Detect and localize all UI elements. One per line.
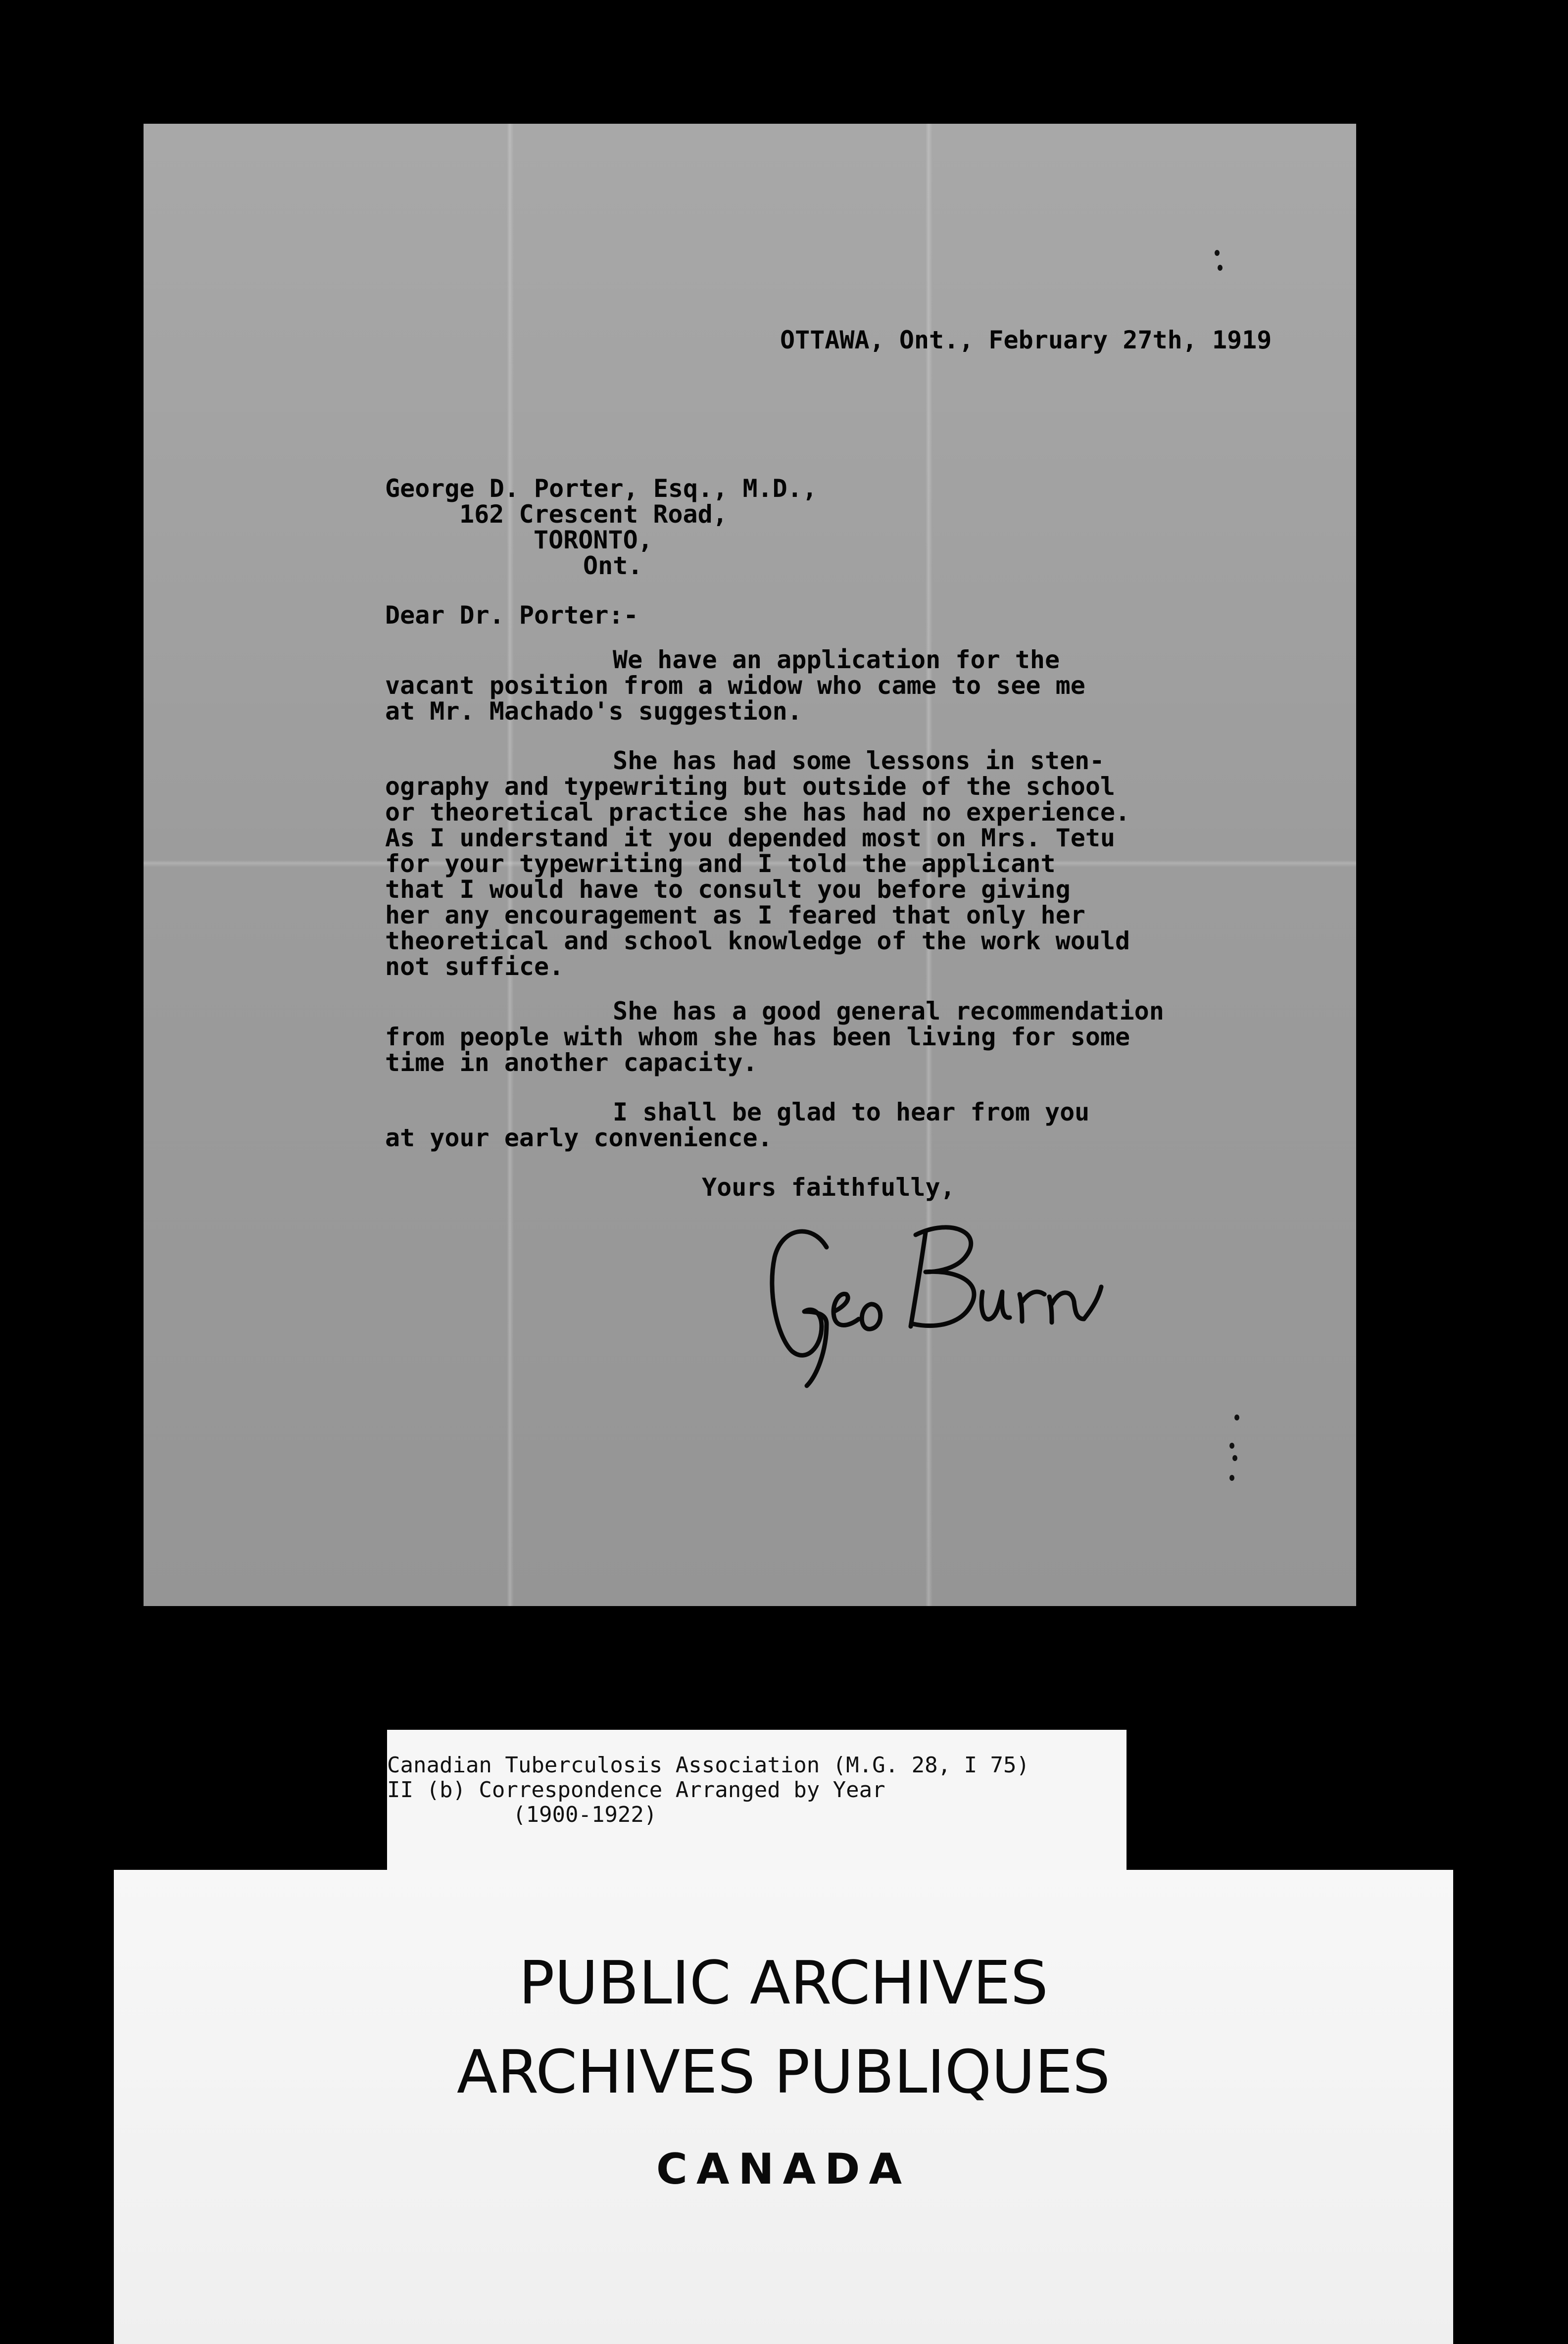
label-line-2: II (b) Correspondence Arranged by Year xyxy=(387,1777,885,1803)
para4-line-2: at your early convenience. xyxy=(385,1123,773,1152)
para2-line-8: theoretical and school knowledge of the work would xyxy=(385,927,1130,955)
para2-line-6: that I would have to consult you before giving xyxy=(385,875,1071,904)
letter-page xyxy=(144,124,1356,1606)
banner-title-fr: ARCHIVES PUBLIQUES xyxy=(456,2038,1111,2107)
dateline: OTTAWA, Ont., February 27th, 1919 xyxy=(780,326,1272,354)
para4-line-1: I shall be glad to hear from you xyxy=(613,1098,1090,1126)
address-line-3: TORONTO, xyxy=(534,526,653,554)
para2-line-4: As I understand it you depended most on Mrs. Tetu xyxy=(385,824,1116,852)
para2-line-2: ography and typewriting but outside of the school xyxy=(385,772,1116,801)
archive-label xyxy=(387,1730,1127,1870)
para2-line-3: or theoretical practice she has had no experience. xyxy=(385,798,1130,827)
para2-line-7: her any encouragement as I feared that only her xyxy=(385,901,1085,929)
para1-line-1: We have an application for the xyxy=(613,645,1060,674)
para3-line-2: from people with whom she has been living for some xyxy=(385,1023,1130,1051)
para1-line-2: vacant position from a widow who came to see me xyxy=(385,671,1085,700)
label-line-1: Canadian Tuberculosis Association (M.G. 28, I 75) xyxy=(387,1753,1030,1778)
para2-line-9: not suffice. xyxy=(385,952,564,981)
banner-title-en: PUBLIC ARCHIVES xyxy=(519,1949,1048,2018)
public-archives-banner xyxy=(114,1870,1453,2344)
signature xyxy=(752,1188,1109,1401)
para3-line-1: She has a good general recommendation xyxy=(613,997,1164,1026)
para1-line-3: at Mr. Machado's suggestion. xyxy=(385,697,802,726)
address-line-2: 162 Crescent Road, xyxy=(459,500,728,529)
para3-line-3: time in another capacity. xyxy=(385,1048,758,1077)
para2-line-1: She has had some lessons in sten- xyxy=(613,746,1105,775)
salutation: Dear Dr. Porter:- xyxy=(385,601,638,630)
address-line-1: George D. Porter, Esq., M.D., xyxy=(385,474,817,503)
closing: Yours faithfully, xyxy=(702,1173,955,1202)
banner-country: CANADA xyxy=(656,2145,911,2194)
address-line-4: Ont. xyxy=(583,551,643,580)
label-line-3: (1900-1922) xyxy=(513,1802,657,1827)
para2-line-5: for your typewriting and I told the applicant xyxy=(385,849,1056,878)
